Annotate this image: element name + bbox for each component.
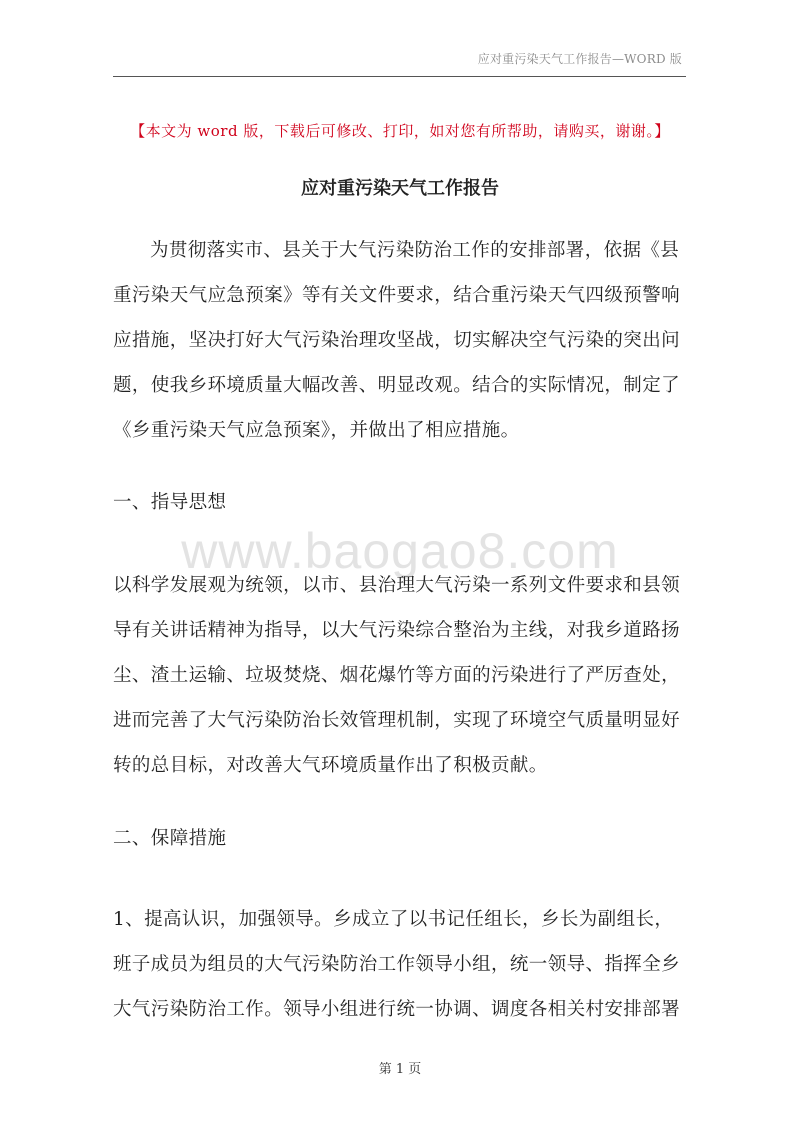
- header-divider: [113, 76, 686, 77]
- section-heading-safeguard-measures: 二、保障措施: [113, 828, 227, 849]
- watermark-text: www.baogao8.com: [181, 523, 619, 579]
- intro-paragraph: 为贯彻落实市、县关于大气污染防治工作的安排部署，依据《县重污染天气应急预案》等有关文件要求，结合重污染天气四级预警响应措施，坚决打好大气污染治理攻坚战，切实解决空气污染的突出问题，使我乡环境质量大幅改善、明显改观。结合的实际情况，制定了《乡重污染天气应急预案》，并做出了相应措施。: [113, 240, 681, 441]
- running-header-title: 应对重污染天气工作报告—WORD 版: [477, 52, 682, 66]
- guiding-thought-paragraph: 以科学发展观为统领，以市、县治理大气污染一系列文件要求和县领导有关讲话精神为指导，以大气污染综合整治为主线，对我乡道路扬尘、渣土运输、垃圾焚烧、烟花爆竹等方面的污染进行了严厉查处，进而完善了大气污染防治长效管理机制，实现了环境空气质量明显好转的总目标，对改善大气环境质量作出了积极贡献。: [113, 575, 681, 776]
- document-title: 应对重污染天气工作报告: [301, 178, 499, 199]
- page-number: 第 1 页: [378, 1062, 422, 1077]
- safeguard-measures-paragraph: 1、提高认识，加强领导。乡成立了以书记任组长，乡长为副组长，班子成员为组员的大气污染防治工作领导小组，统一领导、指挥全乡大气污染防治工作。领导小组进行统一协调、调度各相关村安排部署: [113, 909, 681, 1020]
- section-heading-guiding-thought: 一、指导思想: [113, 492, 227, 513]
- purchase-notice: 【本文为 word 版，下载后可修改、打印，如对您有所帮助，请购买，谢谢。】: [130, 122, 670, 140]
